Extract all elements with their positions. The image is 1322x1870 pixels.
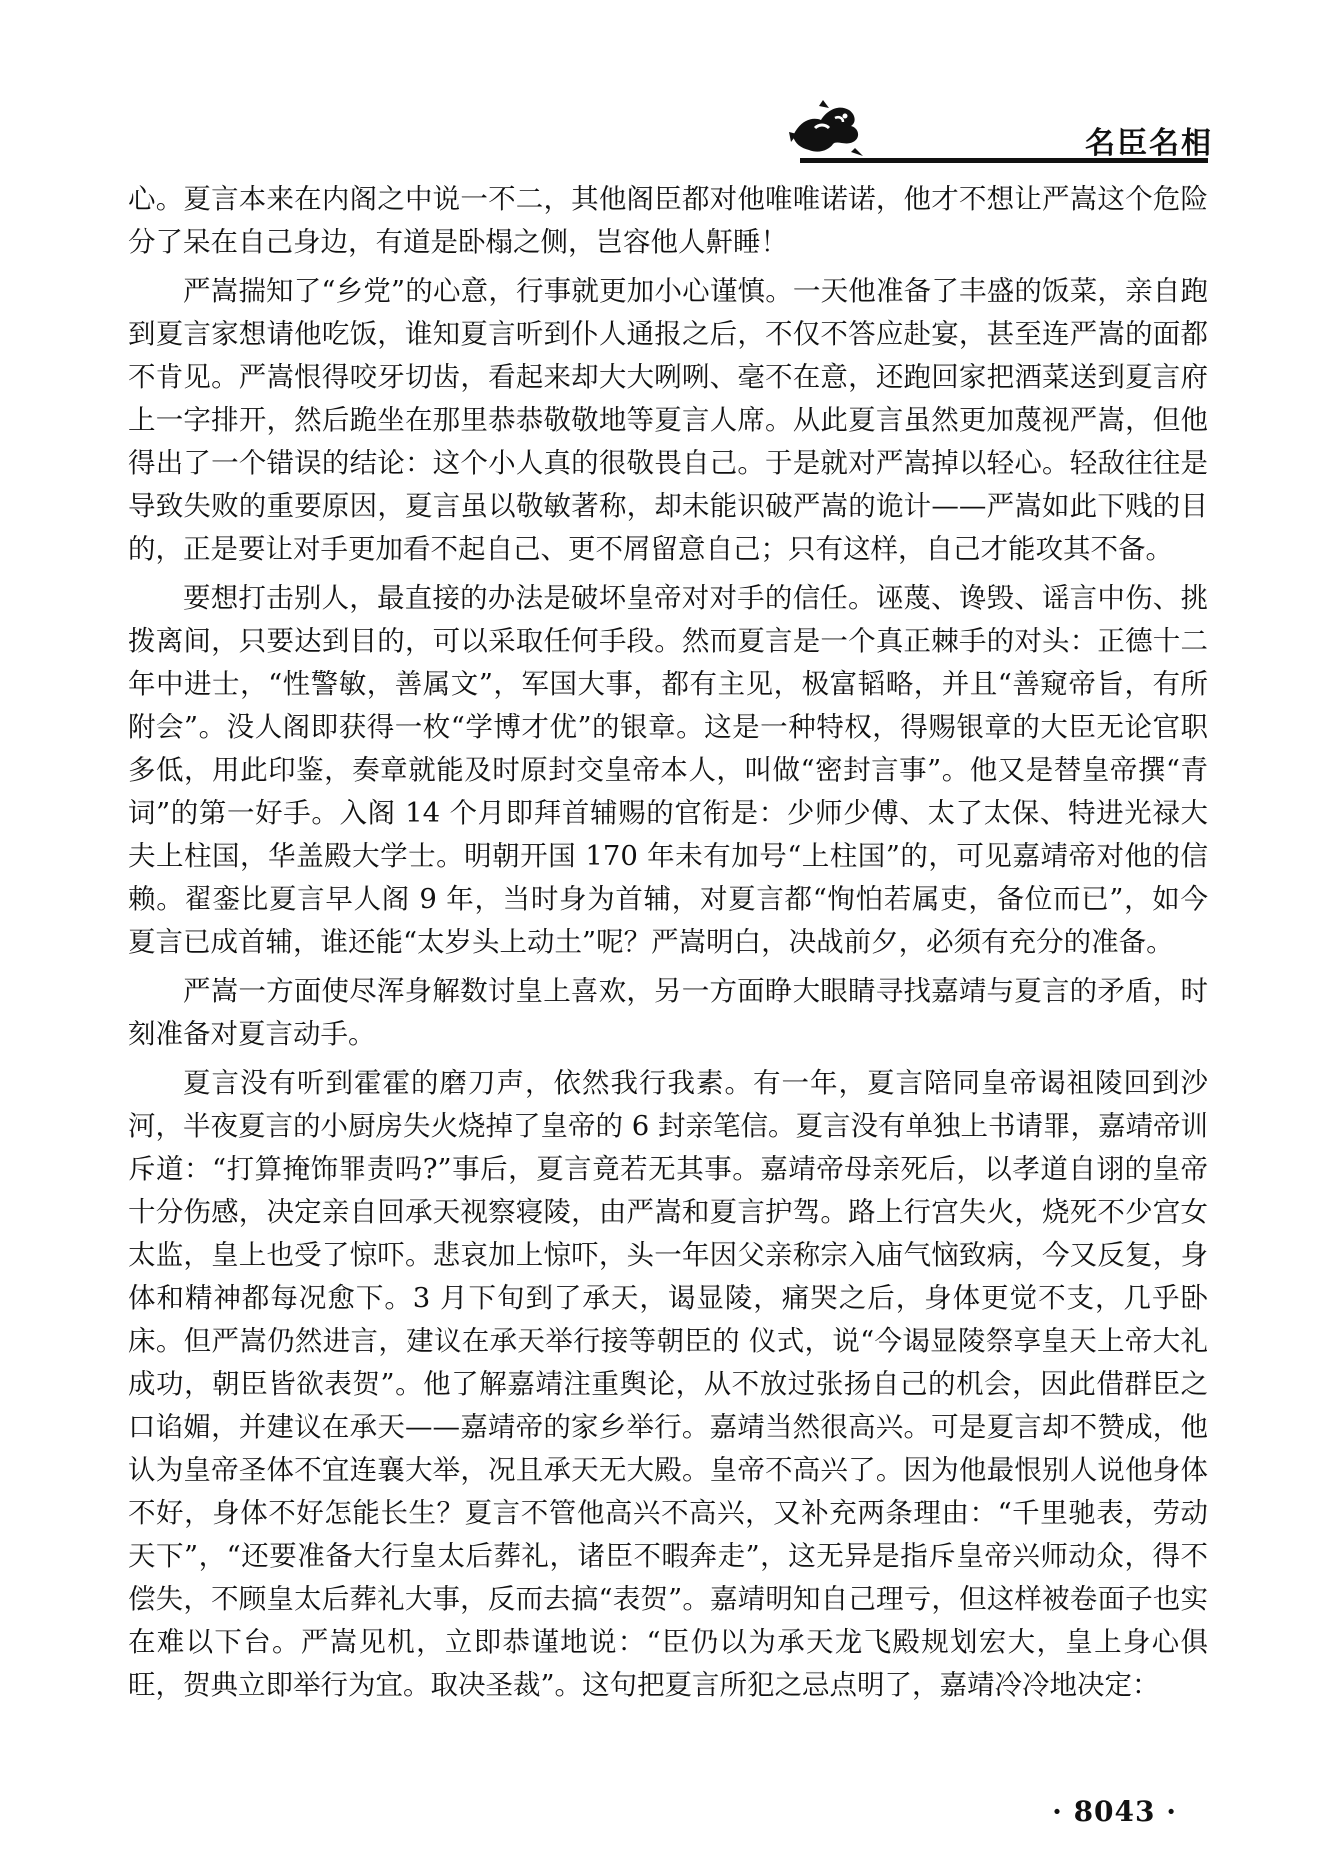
running-header	[0, 0, 1322, 175]
paragraph: 心。夏言本来在内阁之中说一不二，其他阁臣都对他唯唯诺诺，他才不想让严嵩这个危险分了呆在自己身边，有道是卧榻之侧，岂容他人鼾睡！	[128, 183, 1208, 258]
paragraph: 严嵩一方面使尽浑身解数讨皇上喜欢，另一方面睁大眼睛寻找嘉靖与夏言的矛盾，时刻准备对夏言动手。	[128, 975, 1208, 1050]
paragraph: 夏言没有听到霍霍的磨刀声，依然我行我素。有一年，夏言陪同皇帝谒祖陵回到沙河，半夜夏言的小厨房失火烧掉了皇帝的 6 封亲笔信。夏言没有单独上书请罪，嘉靖帝训斥道：“打算掩饰罪责吗?”事后，夏言竟若无其事。嘉靖帝母亲死后，以孝道自诩的皇帝十分伤感，决定亲自回承天视察寝陵，由严嵩和夏言护驾。路上行宫失火，烧死不少宫女太监，皇上也受了惊吓。悲哀加上惊吓，头一年因父亲称宗入庙气恼致病，今又反复，身体和精神都每况愈下。3 月下旬到了承天，谒显陵，痛哭之后，身体更觉不支，几乎卧床。但严嵩仍然进言，建议在承天举行接等朝臣的 仪式，说“今谒显陵祭享皇天上帝大礼成功，朝臣皆欲表贺”。他了解嘉靖注重舆论，从不放过张扬自己的机会，因此借群臣之口谄媚，并建议在承天——嘉靖帝的家乡举行。嘉靖当然很高兴。可是夏言却不赞成，他认为皇帝圣体不宜连襄大举，况且承天无大殿。皇帝不高兴了。因为他最恨别人说他身体不好，身体不好怎能长生？夏言不管他高兴不高兴，又补充两条理由：“千里驰表，劳动天下”，“还要准备大行皇太后葬礼，诸臣不暇奔走”，这无异是指斥皇帝兴师动众，得不偿失，不顾皇太后葬礼大事，反而去搞“表贺”。嘉靖明知自己理亏，但这样被卷面子也实在难以下台。严嵩见机，立即恭谨地说：“臣仍以为承天龙飞殿规划宏大，皇上身心俱旺，贺典立即举行为宜。取决圣裁”。这句把夏言所犯之忌点明了，嘉靖冷冷地决定：	[128, 1067, 1208, 1701]
page-number: · 8043 ·	[1052, 1795, 1177, 1828]
paragraph: 要想打击别人，最直接的办法是破坏皇帝对对手的信任。诬蔑、谗毁、谣言中伤、挑拨离间，只要达到目的，可以采取任何手段。然而夏言是一个真正棘手的对头：正德十二年中进士，“性警敏，善属文”，军国大事，都有主见，极富韬略，并且“善窥帝旨，有所附会”。没人阁即获得一枚“学博才优”的银章。这是一种特权，得赐银章的大臣无论官职多低，用此印鉴，奏章就能及时原封交皇帝本人，叫做“密封言事”。他又是替皇帝撰“青词”的第一好手。入阁 14 个月即拜首辅赐的官衔是：少师少傅、太了太保、特进光禄大夫上柱国，华盖殿大学士。明朝开国 170 年未有加号“上柱国”的，可见嘉靖帝对他的信赖。翟銮比夏言早人阁 9 年，当时身为首辅，对夏言都“恂怕若属吏，备位而已”，如今夏言已成首辅，谁还能“太岁头上动土”呢？严嵩明白，决战前夕，必须有充分的准备。	[128, 582, 1208, 958]
body-text	[128, 178, 1208, 1713]
paragraph: 严嵩揣知了“乡党”的心意，行事就更加小心谨慎。一天他准备了丰盛的饭菜，亲自跑到夏言家想请他吃饭，谁知夏言听到仆人通报之后，不仅不答应赴宴，甚至连严嵩的面都不肯见。严嵩恨得咬牙切齿，看起来却大大咧咧、毫不在意，还跑回家把酒菜送到夏言府上一字排开，然后跪坐在那里恭恭敬敬地等夏言人席。从此夏言虽然更加蔑视严嵩，但他得出了一个错误的结论：这个小人真的很敬畏自己。于是就对严嵩掉以轻心。轻敌往往是导致失败的重要原因，夏言虽以敬敏著称，却未能识破严嵩的诡计——严嵩如此下贱的目的，正是要让对手更加看不起自己、更不屑留意自己；只有这样，自己才能攻其不备。	[128, 275, 1208, 565]
section-title: 名臣名相	[1085, 126, 1213, 161]
dragon-ornament-icon	[785, 92, 865, 162]
